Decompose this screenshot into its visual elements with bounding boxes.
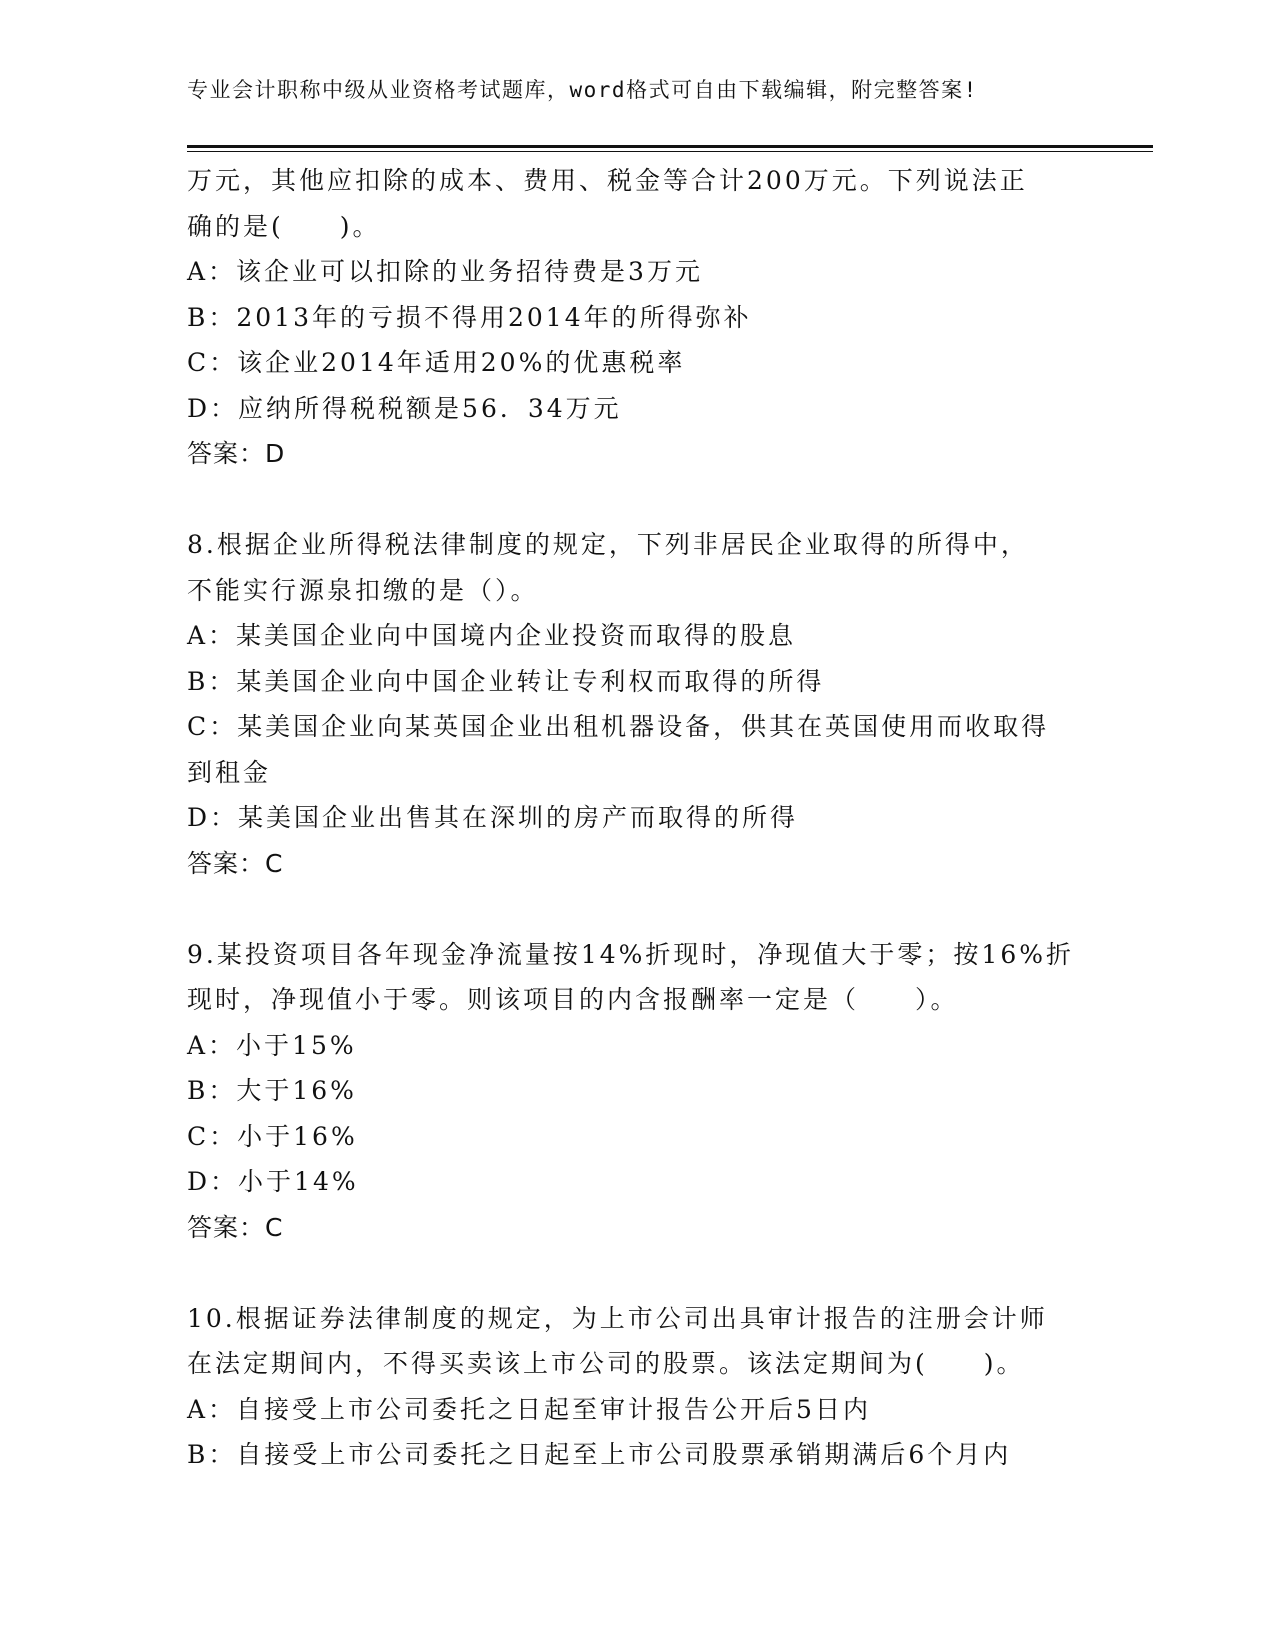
- question-7-option-a: A：该企业可以扣除的业务招待费是3万元: [187, 257, 703, 286]
- question-10-stem-line-2: 在法定期间内，不得买卖该上市公司的股票。该法定期间为( )。: [187, 1349, 1025, 1378]
- question-8-option-b: B：某美国企业向中国企业转让专利权而取得的所得: [187, 666, 825, 696]
- question-7-answer: 答案：D: [187, 439, 286, 468]
- question-8-option-c-line-2: 到租金: [187, 757, 272, 787]
- header-rule-thick: [187, 145, 1153, 148]
- question-9-stem-line-1: 9.某投资项目各年现金净流量按14%折现时，净现值大于零；按16%折: [187, 939, 1074, 969]
- question-7-option-b: B：2013年的亏损不得用2014年的所得弥补: [187, 302, 752, 332]
- question-9-option-c: C：小于16%: [187, 1121, 358, 1151]
- question-8-option-d: D：某美国企业出售其在深圳的房产而取得的所得: [187, 803, 799, 832]
- spacer: [187, 886, 1087, 932]
- question-7-block: [187, 158, 1087, 477]
- question-9-block: [187, 932, 1087, 1251]
- spacer: [187, 477, 1087, 523]
- question-8-option-c-line-1: C：某美国企业向某英国企业出租机器设备，供其在英国使用而收取得: [187, 712, 1050, 741]
- question-9-option-b: B：大于16%: [187, 1076, 357, 1105]
- question-8-option-a: A：某美国企业向中国境内企业投资而取得的股息: [187, 621, 797, 650]
- question-10-block: [187, 1296, 1087, 1478]
- question-7-option-d: D：应纳所得税税额是56．34万元: [187, 393, 622, 423]
- question-10-option-b: B：自接受上市公司委托之日起至上市公司股票承销期满后6个月内: [187, 1440, 1012, 1469]
- question-7-stem-line-1: 万元，其他应扣除的成本、费用、税金等合计200万元。下列说法正: [187, 166, 1028, 195]
- question-8-stem-line-2: 不能实行源泉扣缴的是（）。: [187, 575, 539, 605]
- question-9-option-a: A：小于15%: [187, 1030, 357, 1060]
- question-9-answer: 答案：C: [187, 1212, 284, 1242]
- question-8-stem-line-1: 8.根据企业所得税法律制度的规定，下列非居民企业取得的所得中，: [187, 530, 1029, 559]
- question-10-option-a: A：自接受上市公司委托之日起至审计报告公开后5日内: [187, 1394, 871, 1424]
- question-content: [187, 158, 1087, 1478]
- question-9-stem-line-2: 现时，净现值小于零。则该项目的内含报酬率一定是（ ）。: [187, 985, 959, 1014]
- question-7-stem-line-2: 确的是( )。: [187, 211, 381, 241]
- question-9-option-d: D：小于14%: [187, 1167, 359, 1196]
- header-rule-thin: [187, 151, 1153, 152]
- page-header: 专业会计职称中级从业资格考试题库，word格式可自由下载编辑，附完整答案!: [187, 78, 978, 102]
- question-10-stem-line-1: 10.根据证券法律制度的规定，为上市公司出具审计报告的注册会计师: [187, 1303, 1048, 1333]
- question-8-block: [187, 522, 1087, 886]
- question-8-answer: 答案：C: [187, 848, 284, 878]
- question-7-option-c: C：该企业2014年适用20%的优惠税率: [187, 348, 686, 377]
- spacer: [187, 1250, 1087, 1296]
